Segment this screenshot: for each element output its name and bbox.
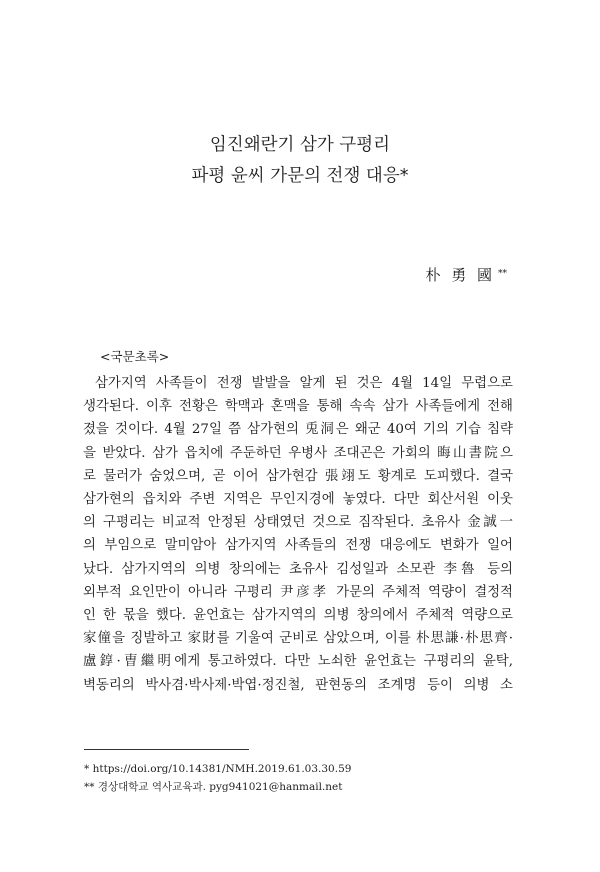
- abstract-line: 盧錞·曺繼明에게 통고하였다. 다만 노쇠한 윤언효는 구평리의 윤탁,: [83, 654, 513, 670]
- abstract-line: 로 물러가 숨었으며, 곧 이어 삼가현감 張翊도 황계로 도피했다. 결국: [83, 468, 513, 484]
- abstract-label: <국문초록>: [100, 349, 170, 364]
- abstract-line: 을 받았다. 삼가 읍치에 주둔하던 우병사 조대곤은 가회의 晦山書院으: [83, 445, 513, 461]
- abstract-line: 났다. 삼가지역의 의병 창의에는 초유사 김성일과 소모관 李魯 등의: [83, 561, 513, 577]
- abstract-line: 벽동리의 박사겸·박사제·박엽·정진철, 판현동의 조계명 등이 의병 소: [83, 677, 513, 693]
- abstract-line: 의 구평리는 비교적 안정된 상태였던 것으로 짐작된다. 초유사 金誠一: [83, 515, 513, 531]
- author-footnote-mark: **: [498, 269, 507, 279]
- title-line-2: 파평 윤씨 가문의 전쟁 대응*: [191, 166, 409, 186]
- abstract-line: 졌을 것이다. 4월 27일 쯤 삼가현의 兎洞은 왜군 40여 기의 기습 침략: [83, 422, 513, 438]
- footnote-doi: * https://doi.org/10.14381/NMH.2019.61.03.30.59: [84, 763, 352, 775]
- title-line-1: 임진왜란기 삼가 구평리: [209, 135, 391, 155]
- abstract-line: 인 한 몫을 했다. 윤언효는 삼가지역의 의병 창의에서 주체적 역량으로: [83, 608, 513, 624]
- author-name: 朴 勇 國: [425, 266, 495, 284]
- author-byline: [425, 264, 507, 285]
- abstract-line: 家僮을 징발하고 家財를 기울여 군비로 삼았으며, 이를 朴思謙·朴思齊·: [83, 631, 513, 647]
- footnote-divider: [84, 749, 249, 750]
- abstract-line: 의 부임으로 말미암아 삼가지역 사족들의 전쟁 대응에도 변화가 일어: [83, 538, 513, 554]
- abstract-line: 외부적 요인만이 아니라 구평리 尹彦孝 가문의 주체적 역량이 결정적: [83, 584, 513, 600]
- abstract-line: 삼가현의 읍치와 주변 지역은 무인지경에 놓였다. 다만 회산서원 이웃: [83, 492, 513, 508]
- abstract-line: 생각된다. 이후 전황은 학맥과 혼맥을 통해 속속 삼가 사족들에게 전해: [83, 399, 513, 415]
- footnote-affiliation: ** 경상대학교 역사교육과. pyg941021@hanmail.net: [84, 781, 343, 793]
- abstract-line: 삼가지역 사족들이 전쟁 발발을 알게 된 것은 4월 14일 무렵으로: [95, 376, 513, 391]
- abstract-body: [83, 372, 513, 697]
